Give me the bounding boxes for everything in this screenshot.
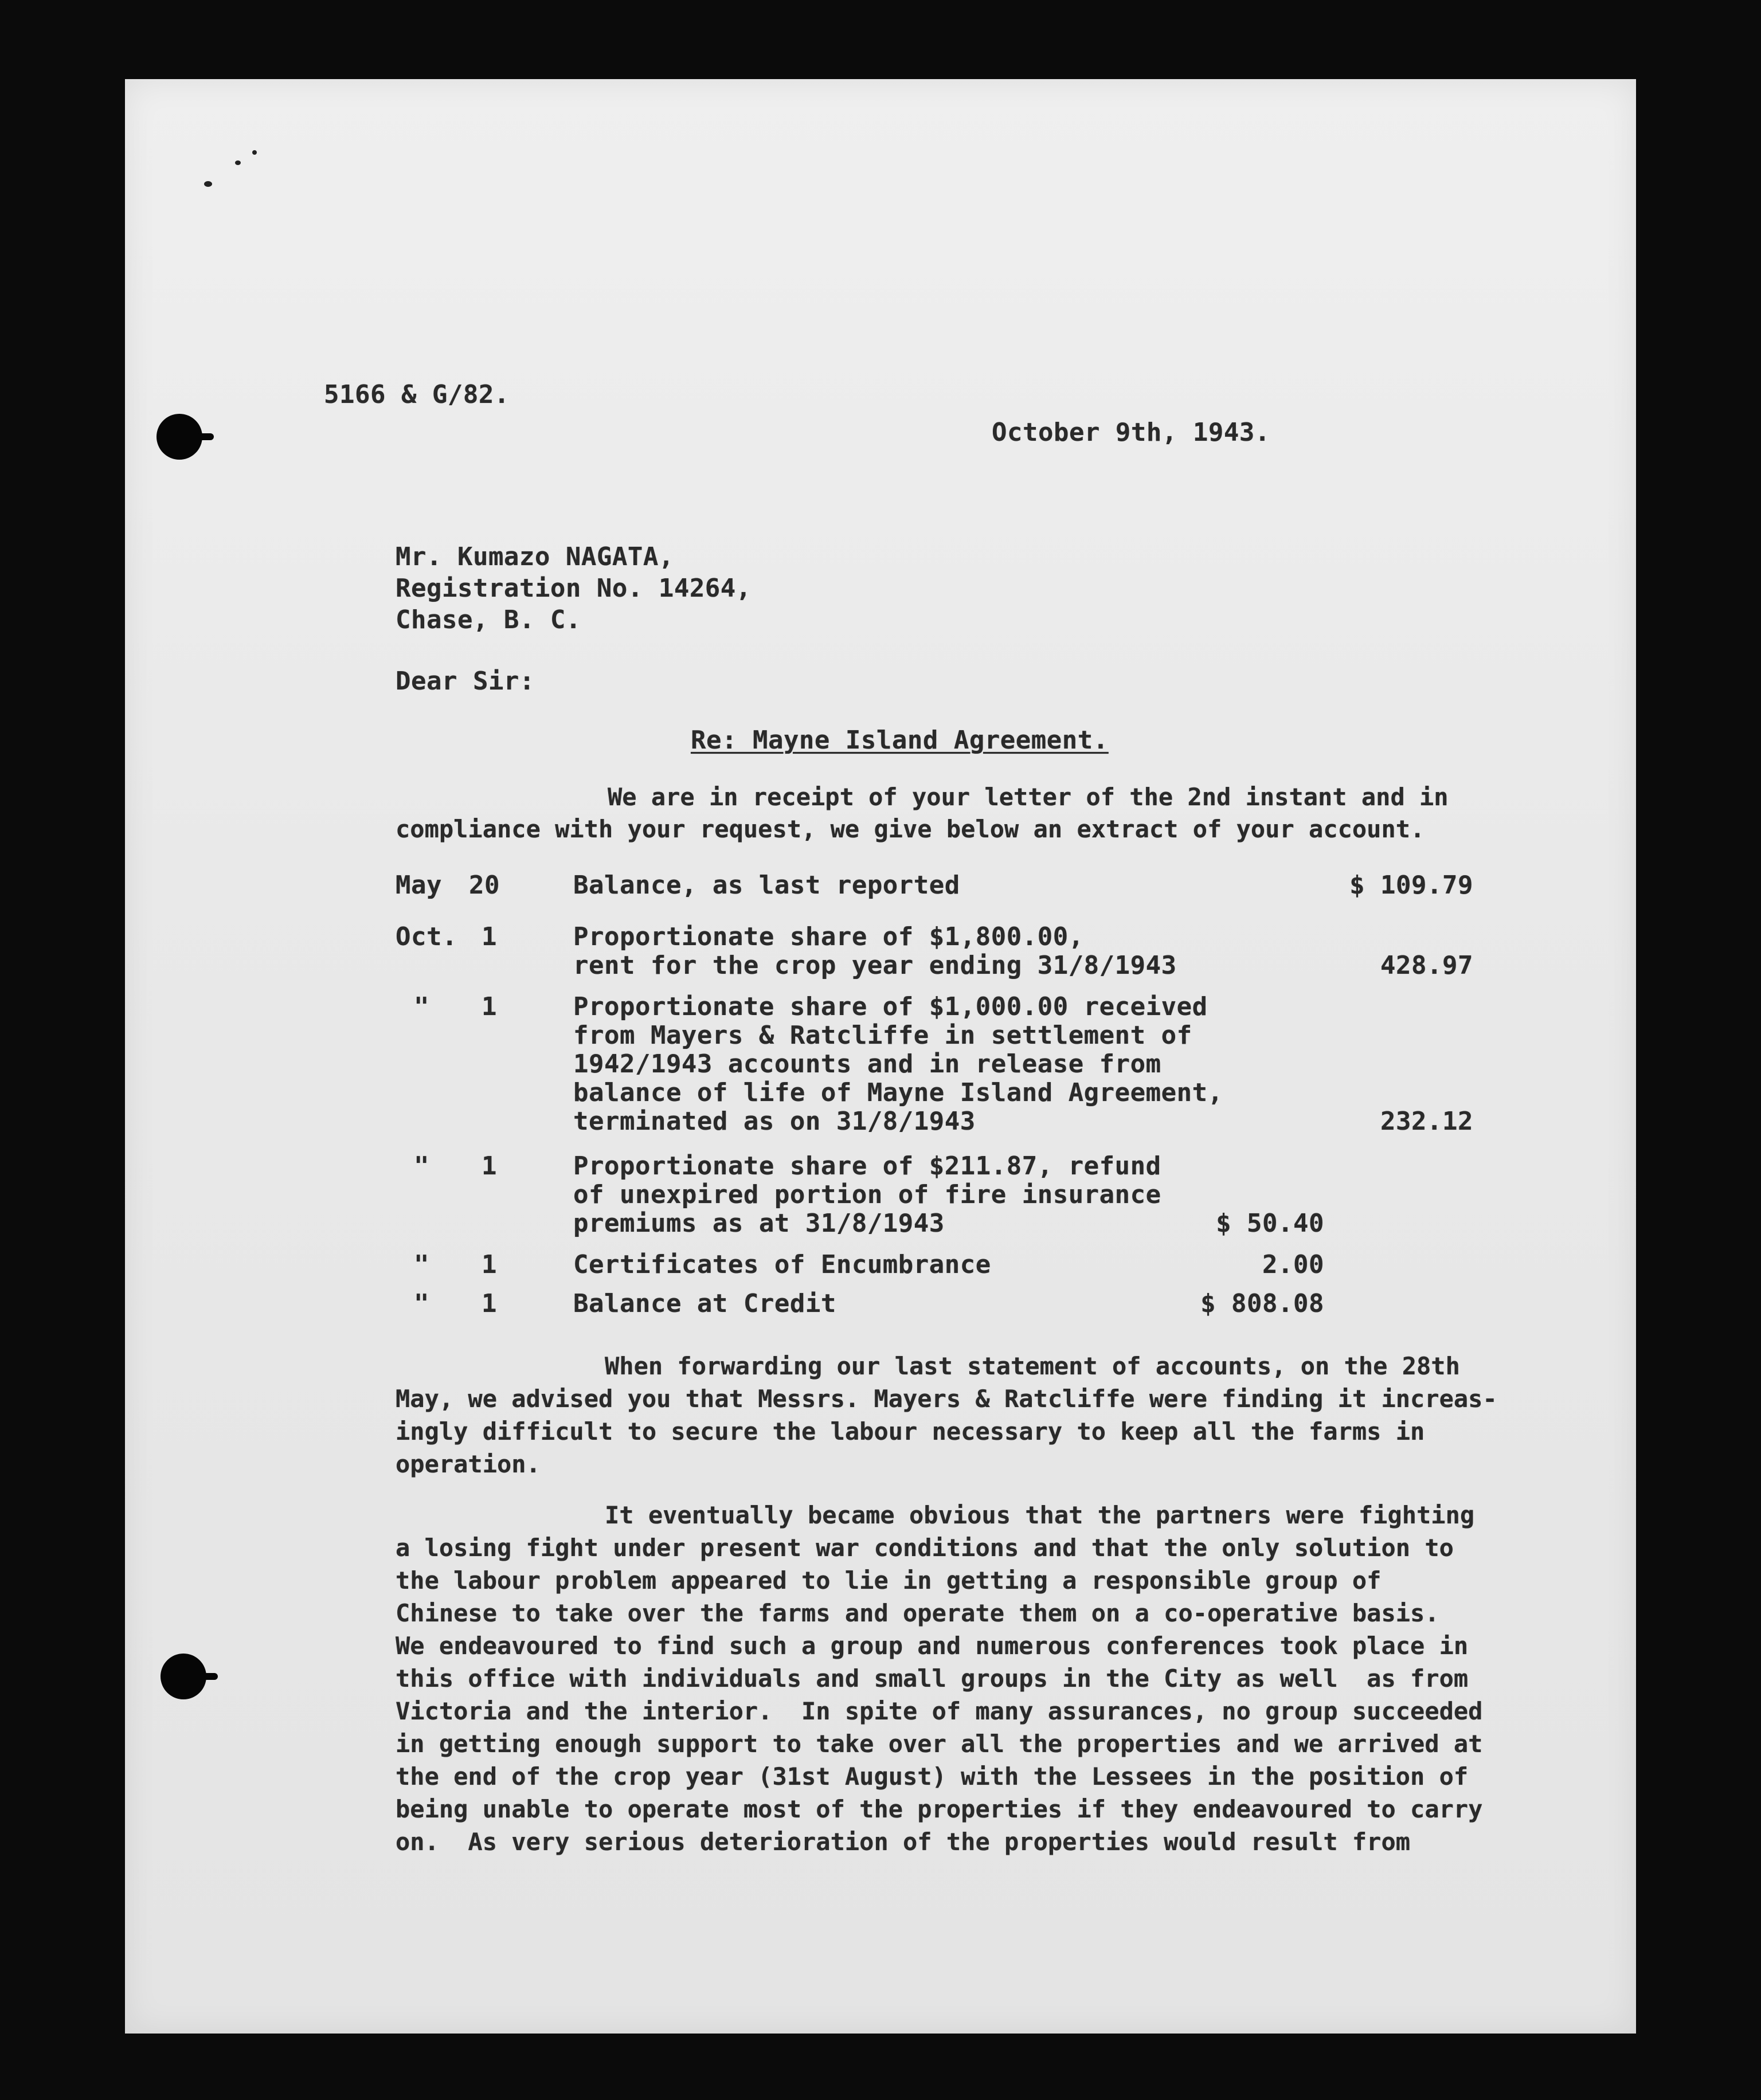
entry-description: Balance, as last reported: [573, 871, 960, 900]
punch-hole-top: [156, 414, 202, 460]
entry-day: 1: [482, 1289, 497, 1318]
entry-day: 1: [482, 922, 497, 951]
stray-mark: [252, 150, 257, 155]
subject-line: Re: Mayne Island Agreement.: [691, 726, 1109, 755]
letter-date: October 9th, 1943.: [992, 418, 1270, 447]
body-line: Victoria and the interior. In spite of many assurances, no group succeeded: [396, 1697, 1483, 1725]
body-line: on. As very serious deterioration of the properties would result from: [396, 1828, 1411, 1856]
body-line: in getting enough support to take over all the properties and we arrived at: [396, 1730, 1483, 1758]
entry-amount: $ 50.40: [1216, 1209, 1324, 1238]
entry-description: Proportionate share of $1,000.00 received: [573, 992, 1208, 1021]
entry-description: from Mayers & Ratcliffe in settlement of: [573, 1021, 1192, 1050]
entry-day: 20: [469, 871, 500, 900]
body-line: a losing fight under present war conditions and that the only solution to: [396, 1534, 1454, 1562]
body-line: the end of the crop year (31st August) with the Lessees in the position of: [396, 1762, 1469, 1791]
body-line: Chinese to take over the farms and operate them on a co-operative basis.: [396, 1599, 1439, 1627]
intro-line: We are in receipt of your letter of the 2nd instant and in: [608, 783, 1449, 811]
body-line: this office with individuals and small groups in the City as well as from: [396, 1664, 1469, 1692]
entry-day: 1: [482, 992, 497, 1021]
file-reference: 5166 & G/82.: [324, 380, 510, 409]
recipient-location: Chase, B. C.: [396, 605, 581, 634]
entry-description: Certificates of Encumbrance: [573, 1250, 991, 1279]
entry-description: premiums as at 31/8/1943: [573, 1209, 945, 1238]
entry-day: 1: [482, 1250, 497, 1279]
entry-description: rent for the crop year ending 31/8/1943: [573, 951, 1177, 980]
body-line: When forwarding our last statement of accounts, on the 28th: [605, 1352, 1460, 1380]
entry-month: Oct.: [396, 922, 457, 951]
entry-amount: 428.97: [1380, 951, 1473, 980]
entry-amount: 2.00: [1262, 1250, 1324, 1279]
entry-month: ": [414, 1151, 429, 1181]
entry-day: 1: [482, 1151, 497, 1181]
entry-description: Proportionate share of $1,800.00,: [573, 922, 1084, 951]
entry-description: Proportionate share of $211.87, refund: [573, 1151, 1161, 1181]
entry-month: ": [414, 1250, 429, 1279]
entry-month: ": [414, 1289, 429, 1318]
body-line: It eventually became obvious that the partners were fighting: [605, 1501, 1475, 1529]
entry-description: 1942/1943 accounts and in release from: [573, 1049, 1161, 1079]
entry-description: terminated as on 31/8/1943: [573, 1107, 976, 1136]
entry-description: of unexpired portion of fire insurance: [573, 1180, 1161, 1209]
body-line: ingly difficult to secure the labour necessary to keep all the farms in: [396, 1417, 1425, 1445]
recipient-name: Mr. Kumazo NAGATA,: [396, 542, 674, 571]
entry-month: ": [414, 992, 429, 1021]
recipient-registration: Registration No. 14264,: [396, 574, 752, 603]
body-line: We endeavoured to find such a group and numerous conferences took place in: [396, 1632, 1469, 1660]
body-line: May, we advised you that Messrs. Mayers & Ratcliffe were finding it increas-: [396, 1385, 1497, 1413]
entry-month: May: [396, 871, 442, 900]
body-line: operation.: [396, 1450, 541, 1478]
body-line: being unable to operate most of the properties if they endeavoured to carry: [396, 1795, 1483, 1823]
body-line: the labour problem appeared to lie in getting a responsible group of: [396, 1566, 1382, 1594]
entry-description: balance of life of Mayne Island Agreement,: [573, 1078, 1223, 1107]
stray-mark: [235, 160, 241, 165]
stray-mark: [204, 181, 212, 187]
entry-description: Balance at Credit: [573, 1289, 836, 1318]
salutation: Dear Sir:: [396, 667, 535, 696]
entry-amount: 232.12: [1380, 1107, 1473, 1136]
intro-line: compliance with your request, we give below an extract of your account.: [396, 815, 1425, 843]
entry-amount: $ 808.08: [1200, 1289, 1324, 1318]
entry-amount: $ 109.79: [1349, 871, 1473, 900]
punch-hole-bottom: [161, 1654, 206, 1699]
